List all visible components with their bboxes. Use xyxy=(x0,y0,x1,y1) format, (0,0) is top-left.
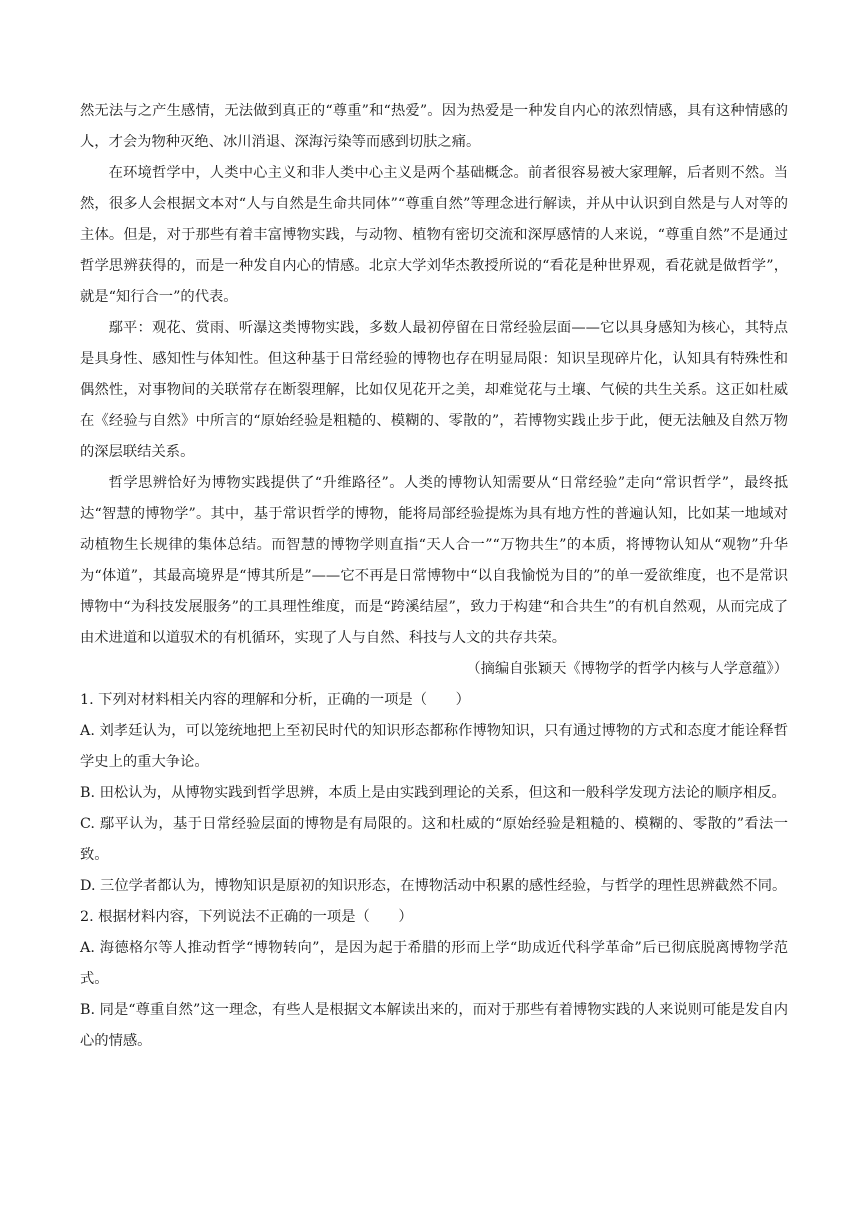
question-stem-2: 2. 根据材料内容，下列说法不正确的一项是（ ） xyxy=(80,909,413,925)
question-1-option-b: B. 田松认为，从博物实践到哲学思辨，本质上是由实践到理论的关系，但这和一般科学发现方法论的顺序相反。 xyxy=(80,785,786,801)
document-page xyxy=(80,96,788,1057)
question-2-option-a: A. 海德格尔等人推动哲学“博物转向”，是因为起于希腊的形而上学“助成近代科学革命”后已彻底脱离博物学范式。 xyxy=(80,940,788,987)
question-1-option-a: A. 刘孝廷认为，可以笼统地把上至初民时代的知识形态都称作博物知识，只有通过博物的方式和态度才能诠释哲学史上的重大争论。 xyxy=(80,723,788,770)
passage-source: （摘编自张颖天《博物学的哲学内核与人学意蕴》） xyxy=(466,661,788,677)
question-2-option-b: B. 同是“尊重自然”这一理念，有些人是根据文本解读出来的，而对于那些有着博物实践的人来说则可能是发自内心的情感。 xyxy=(80,1002,788,1049)
question-1-option-c: C. 鄢平认为，基于日常经验层面的博物是有局限的。这和杜威的“原始经验是粗糙的、模糊的、零散的”看法一致。 xyxy=(80,816,788,863)
passage-paragraph: 哲学思辨恰好为博物实践提供了“升维路径”。人类的博物认知需要从“日常经验”走向“常识哲学”，最终抵达“智慧的博物学”。其中，基于常识哲学的博物，能将局部经验提炼为具有地方性的普遍认知，比如某一地域对动植物生长规律的集体总结。而智慧的博物学则直指“天人合一”“万物共生”的本质，将博物认知从“观物”升华为“体道”，其最高境界是“博其所是”——它不再是日常博物中“以自我愉悦为目的”的单一爱欲维度，也不是常识博物中“为科技发展服务”的工具理性维度，而是“跨溪结屋”，致力于构建“和合共生”的有机自然观，从而完成了由术进道和以道驭术的有机循环，实现了人与自然、科技与人文的共存共荣。 xyxy=(80,475,788,646)
question-1-option-d: D. 三位学者都认为，博物知识是原初的知识形态，在博物活动中积累的感性经验，与哲学的理性思辨截然不同。 xyxy=(80,878,787,894)
passage-paragraph: 在环境哲学中，人类中心主义和非人类中心主义是两个基础概念。前者很容易被大家理解，后者则不然。当然，很多人会根据文本对“人与自然是生命共同体”“尊重自然”等理念进行解读，并从中认识到自然是与人对等的主体。但是，对于那些有着丰富博物实践，与动物、植物有密切交流和深厚感情的人来说，“尊重自然”不是通过哲学思辨获得的，而是一种发自内心的情感。北京大学刘华杰教授所说的“看花是种世界观，看花就是做哲学”，就是“知行合一”的代表。 xyxy=(80,165,788,305)
passage-paragraph-continued: 然无法与之产生感情，无法做到真正的“尊重”和“热爱”。因为热爱是一种发自内心的浓烈情感，具有这种情感的人，才会为物种灭绝、冰川消退、深海污染等而感到切肤之痛。 xyxy=(80,103,788,150)
question-stem-1: 1. 下列对材料相关内容的理解和分析，正确的一项是（ ） xyxy=(80,692,470,708)
passage-paragraph: 鄢平：观花、赏雨、听瀑这类博物实践，多数人最初停留在日常经验层面——它以具身感知为核心，其特点是具身性、感知性与体知性。但这种基于日常经验的博物也存在明显局限：知识呈现碎片化，认知具有特殊性和偶然性，对事物间的关联常存在断裂理解，比如仅见花开之美，却难觉花与土壤、气候的共生关系。这正如杜威在《经验与自然》中所言的“原始经验是粗糙的、模糊的、零散的”，若博物实践止步于此，便无法触及自然万物的深层联结关系。 xyxy=(80,320,788,460)
